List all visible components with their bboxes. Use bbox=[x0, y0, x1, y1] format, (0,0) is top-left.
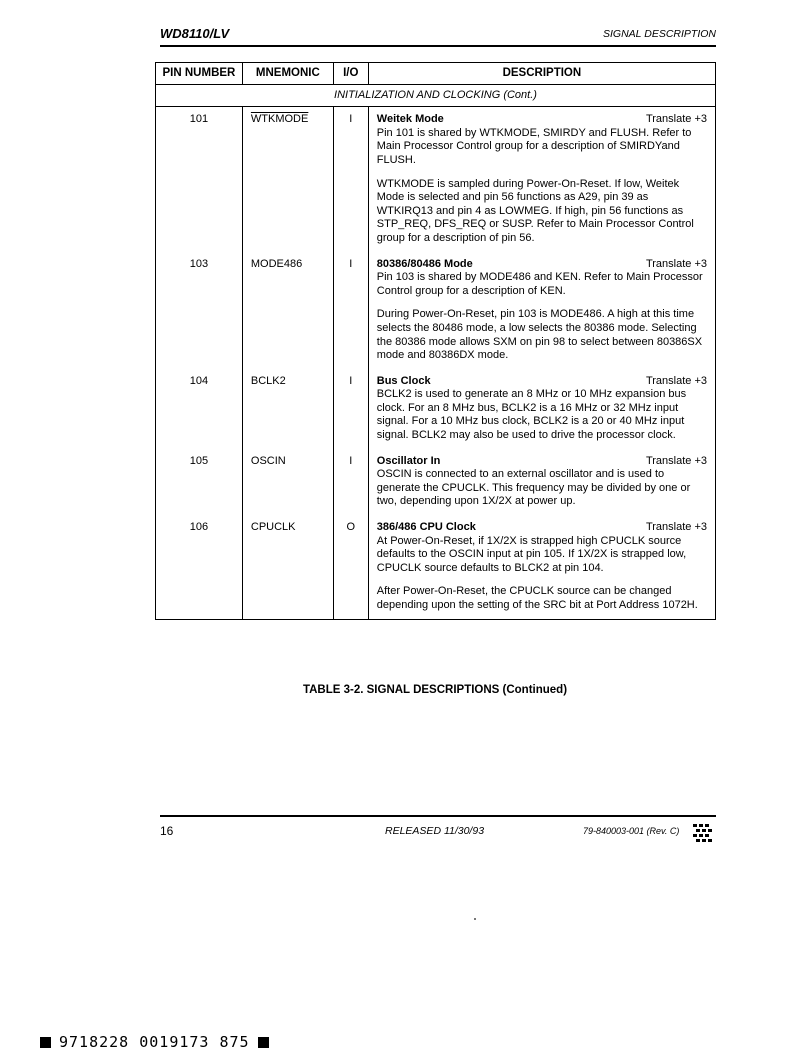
mnemonic: BCLK2 bbox=[242, 369, 333, 449]
page-number: 16 bbox=[160, 824, 174, 838]
mnemonic: WTKMODE bbox=[242, 107, 333, 252]
col-mnemonic: MNEMONIC bbox=[242, 63, 333, 85]
mnemonic: MODE486 bbox=[242, 252, 333, 369]
table-row bbox=[156, 369, 716, 449]
description: Bus Clock Translate +3 BCLK2 is used to generate an 8 MHz or 10 MHz expansion bus clock. For an 8 MHz bus, BCLK2 is a 16 MHz or 32 MHz input signal. For a 10 MHz bus clock, BCLK2 is a 20 or 40 MHz input signal. BCLK2 may also be used to drive the processor clock. bbox=[368, 369, 715, 449]
header-section: SIGNAL DESCRIPTION bbox=[603, 28, 716, 40]
table-caption: TABLE 3-2. SIGNAL DESCRIPTIONS (Continued) bbox=[302, 684, 568, 696]
pin-number: 106 bbox=[156, 515, 243, 619]
barcode-mark-right-icon bbox=[258, 1037, 269, 1048]
description: Oscillator In Translate +3 OSCIN is connected to an external oscillator and is used to generate the CPUCLK. This frequency may be divided by one or two, depending upon 1X/2X at power up. bbox=[368, 449, 715, 515]
io-type: I bbox=[333, 107, 368, 252]
table-row bbox=[156, 252, 716, 369]
col-io: I/O bbox=[333, 63, 368, 85]
mnemonic: CPUCLK bbox=[242, 515, 333, 619]
header-product: WD8110/LV bbox=[160, 26, 230, 41]
document-number: 79-840003-001 (Rev. C) bbox=[583, 826, 680, 836]
header-rule bbox=[160, 45, 716, 47]
barcode-mark-left-icon bbox=[40, 1037, 51, 1048]
pin-number: 101 bbox=[156, 107, 243, 252]
description: 386/486 CPU Clock Translate +3 At Power-On-Reset, if 1X/2X is strapped high CPUCLK source defaults to the OSCIN input at pin 105. If 1X/2X is strapped low, CPUCLK source defaults to BLCK2 at pin 104. After Power-On-Reset, the CPUCLK source can be changed depending upon the setting of the SRC bit at Port Address 1072H. bbox=[368, 515, 715, 619]
mnemonic: OSCIN bbox=[242, 449, 333, 515]
pin-number: 104 bbox=[156, 369, 243, 449]
io-type: I bbox=[333, 449, 368, 515]
signal-table bbox=[155, 62, 716, 620]
pin-number: 105 bbox=[156, 449, 243, 515]
table-row bbox=[156, 449, 716, 515]
barcode-strip bbox=[40, 1033, 269, 1051]
io-type: O bbox=[333, 515, 368, 619]
table-row bbox=[156, 515, 716, 619]
io-type: I bbox=[333, 252, 368, 369]
description: Weitek Mode Translate +3 Pin 101 is shared by WTKMODE, SMIRDY and FLUSH. Refer to Main Processor Control group for a description of SMIRDYand FLUSH. WTKMODE is sampled during Power-On-Reset. If low, Weitek Mode is selected and pin 56 functions as A29, pin 39 as WTKIRQ13 and pin 4 as LOWMEG. If high, pin 56 functions as STP_REQ, DFS_REQ or SUSP. Refer to Main Processor Control group for a description of pin 56. bbox=[368, 107, 715, 252]
pin-number: 103 bbox=[156, 252, 243, 369]
barcode-digits: 9718228 0019173 875 bbox=[59, 1033, 250, 1051]
col-pin-number: PIN NUMBER bbox=[156, 63, 243, 85]
section-title: INITIALIZATION AND CLOCKING (Cont.) bbox=[156, 84, 716, 107]
release-date: RELEASED 11/30/93 bbox=[385, 825, 485, 837]
scan-speck bbox=[474, 918, 476, 920]
company-logo-icon bbox=[692, 822, 714, 844]
col-description: DESCRIPTION bbox=[368, 63, 715, 85]
description: 80386/80486 Mode Translate +3 Pin 103 is shared by MODE486 and KEN. Refer to Main Processor Control group for a description of KEN. During Power-On-Reset, pin 103 is MODE486. A high at this time selects the 80486 mode, a low selects the 80386 mode. Selecting the 80386 mode allows SXM on pin 98 to select between 80386SX mode and 80386DX mode. bbox=[368, 252, 715, 369]
table-row bbox=[156, 107, 716, 252]
io-type: I bbox=[333, 369, 368, 449]
footer-rule bbox=[160, 815, 716, 817]
